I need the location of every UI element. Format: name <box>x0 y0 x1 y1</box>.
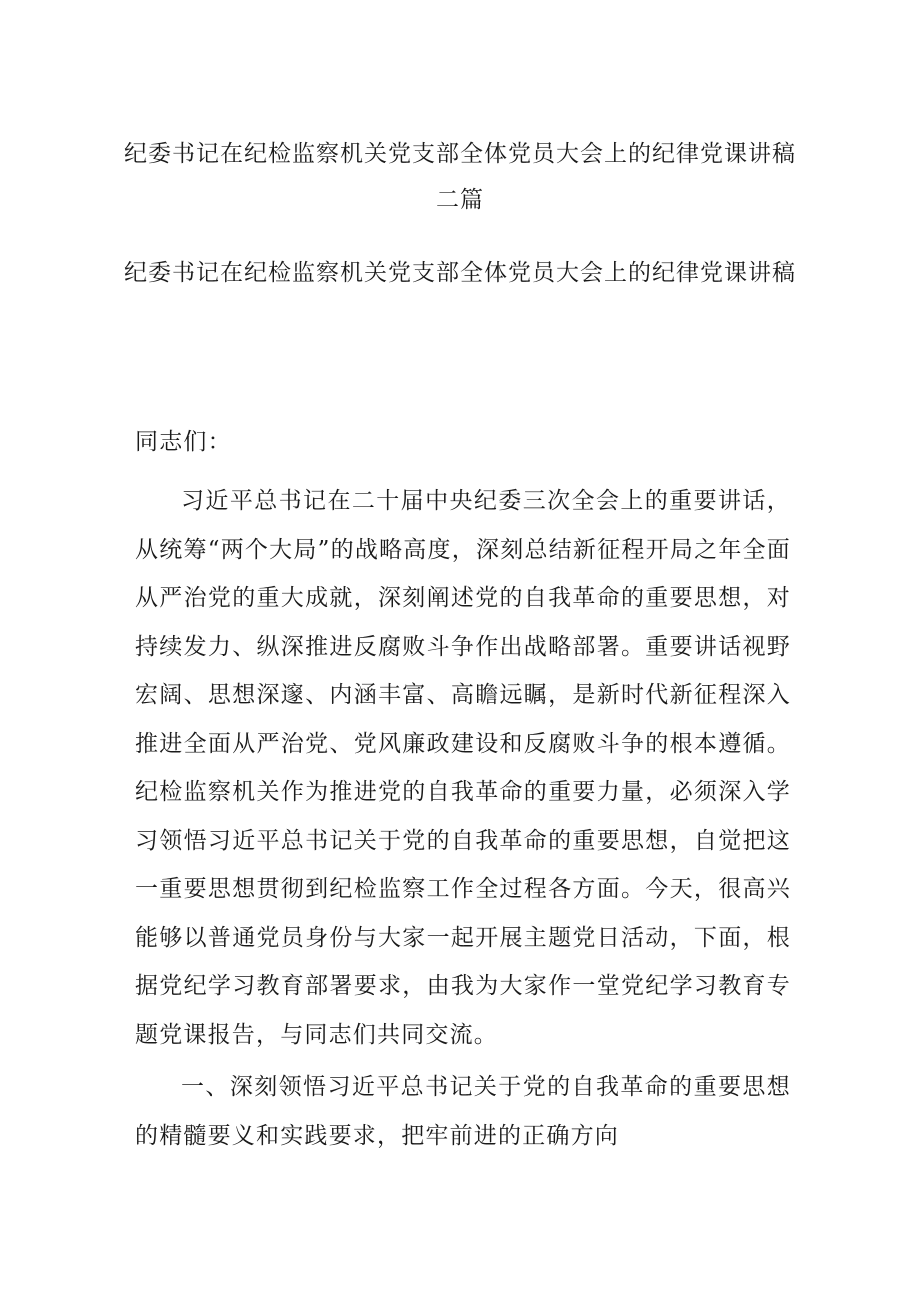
document-subtitle: 纪委书记在纪检监察机关党支部全体党员大会上的纪律党课讲稿 <box>124 260 796 286</box>
section-heading: 一、深刻领悟习近平总书记关于党的自我革命的重要思想的精髓要义和实践要求，把牢前进的正确方向 <box>135 1074 791 1149</box>
document-title: 纪委书记在纪检监察机关党支部全体党员大会上的纪律党课讲稿二篇 <box>124 141 796 213</box>
body-paragraph: 习近平总书记在二十届中央纪委三次全会上的重要讲话，从统筹“两个大局”的战略高度，深刻总结新征程开局之年全面从严治党的重大成就，深刻阐述党的自我革命的重要思想，对持续发力、纵深推进反腐败斗争作出战略部署。重要讲话视野宏阔、思想深邃、内涵丰富、高瞻远瞩，是新时代新征程深入推进全面从严治党、党风廉政建设和反腐败斗争的根本遵循。纪检监察机关作为推进党的自我革命的重要力量，必须深入学习领悟习近平总书记关于党的自我革命的重要思想，自觉把这一重要思想贯彻到纪检监察工作全过程各方面。今天，很高兴能够以普通党员身份与大家一起开展主题党日活动，下面，根据党纪学习教育部署要求，由我为大家作一堂党纪学习教育专题党课报告，与同志们共同交流。 <box>135 488 791 1048</box>
salutation: 同志们： <box>135 429 232 455</box>
